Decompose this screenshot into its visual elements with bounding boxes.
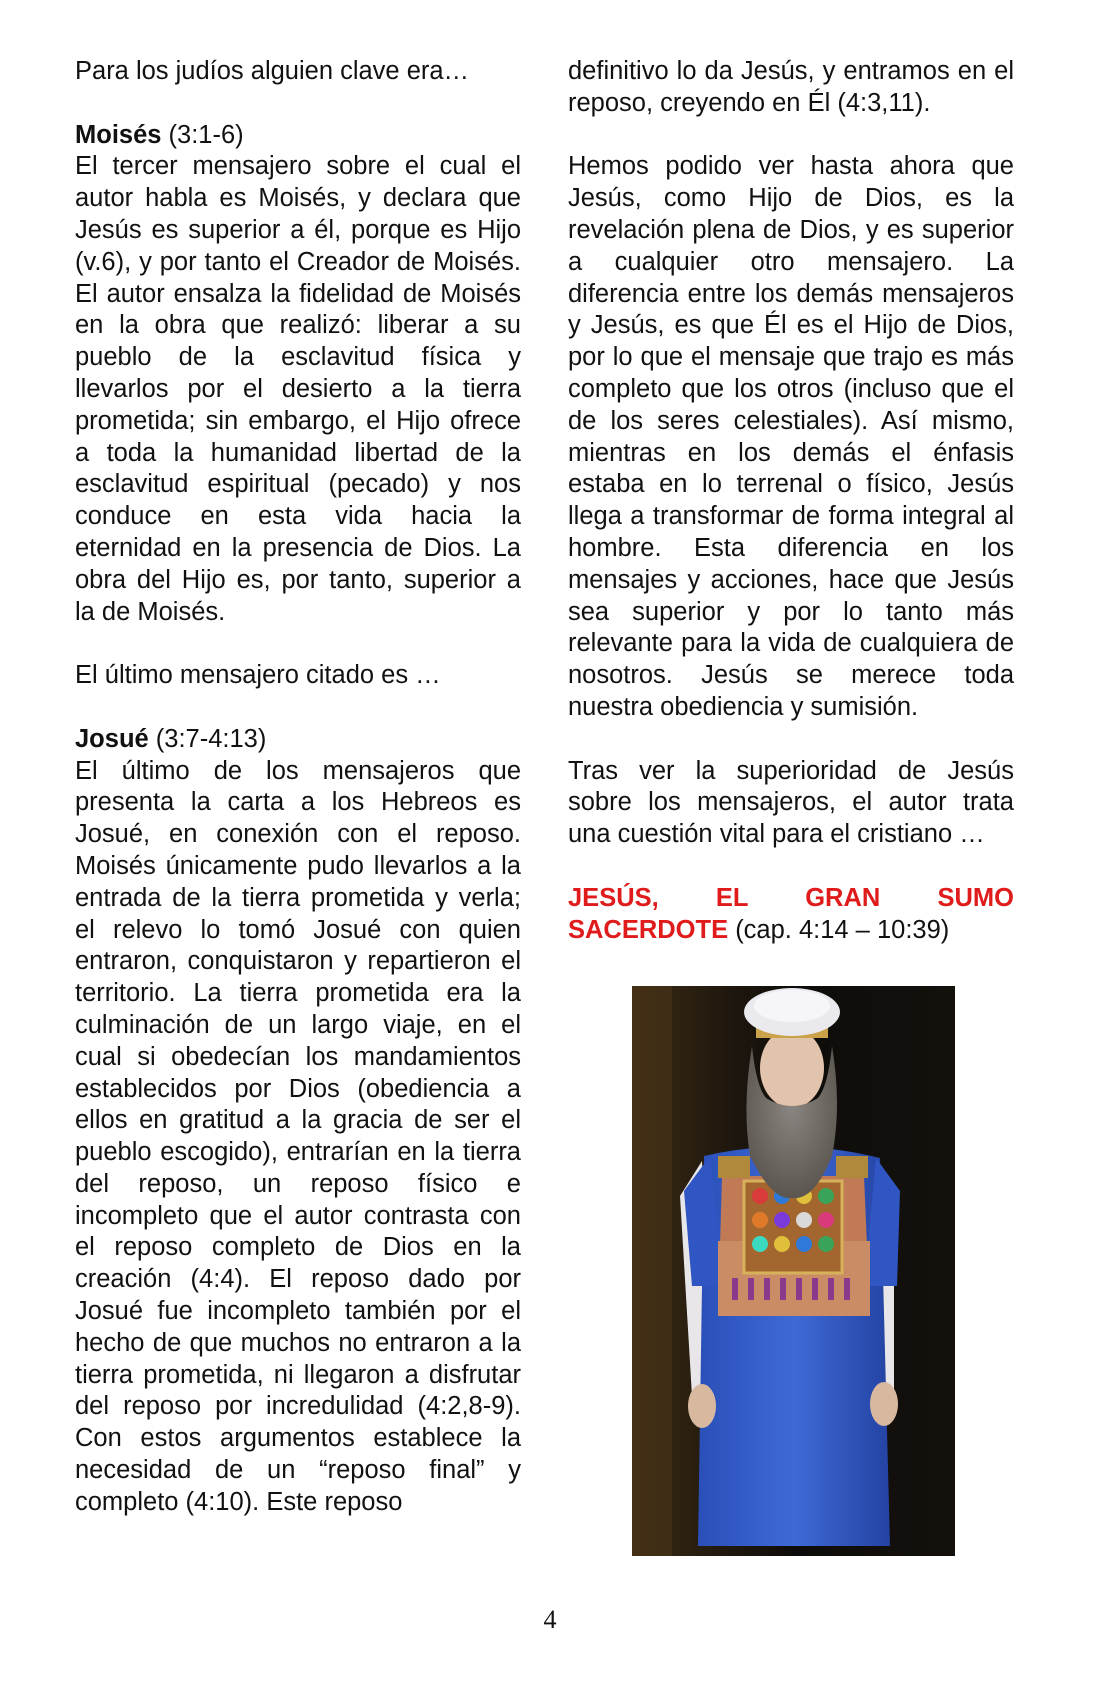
high-priest-photo: [632, 986, 955, 1556]
josue-reference: (3:7-4:13): [148, 724, 267, 753]
page-number: 4: [543, 1605, 557, 1634]
moses-reference: (3:1-6): [161, 120, 244, 149]
moses-name: Moisés: [75, 120, 162, 149]
josue-heading: [75, 724, 521, 756]
moses-paragraph: El tercer mensajero sobre el cual el autor habla es Moisés, y declara que Jesús es superior a él, porque es Hijo (v.6), y por tanto el Creador de Moisés. El autor ensalza la fidelidad de Moisés en la obra que realizó: liberar a su pueblo de la esclavitud física y llevarlos por el desierto a la tierra prometida; sin embargo, el Hijo ofrece a toda la humanidad libertad de la esclavitud espiritual (pecado) y nos conduce en esta vida hacia la eternidad en la presencia de Dios. La obra del Hijo es, por tanto, superior a la de Moisés.: [75, 152, 521, 626]
section-heading-reference: (cap. 4:14 – 10:39): [728, 915, 950, 944]
intro-paragraph: Para los judíos alguien clave era…: [75, 57, 470, 85]
summary-paragraph: Hemos podido ver hasta ahora que Jesús, como Hijo de Dios, es la revelación plena de Dios, y es superior a cualquier otro mensajero. La diferencia entre los demás mensajeros y Jesús, es que Él es el Hijo de Dios, por lo que el mensaje que trajo es más completo que los otros (incluso que el de los seres celestiales). Así mismo, mientras en los demás el énfasis estaba en lo terrenal o físico, Jesús llega a transformar de forma integral al hombre. Esta diferencia en los mensajes y acciones, hace que Jesús sea superior y por lo tanto más relevante para la vida de cualquiera de nosotros. Jesús se merece toda nuestra obediencia y sumisión.: [568, 152, 1014, 721]
section-heading-line1: JESÚS, EL GRAN SUMO: [568, 883, 1014, 912]
right-column: [568, 56, 1014, 946]
section-heading-line2: SACERDOTE: [568, 915, 729, 944]
josue-paragraph: El último de los mensajeros que presenta la carta a los Hebreos es Josué, en conexión con el reposo. Moisés únicamente pudo llevarlos a la entrada de la tierra prometida y verla; el relevo lo tomó Josué con quien entraron, conquistaron y repartieron el territorio. La tierra prometida era la culminación de un largo viaje, en el cual si obedecían los mandamientos establecidos por Dios (obediencia a ellos en gratitud a la gracia de ser el pueblo escogido), entrarían en la tierra del reposo, un reposo físico e incompleto que el autor contrasta con el reposo completo de Dios en la creación (4:4). El reposo dado por Josué fue incompleto también por el hecho de que muchos no entraron a la tierra prometida, ni llegaron a disfrutar del reposo por incredulidad (4:2,8-9). Con estos argumentos establece la necesidad de un “reposo final” y completo (4:10). Este reposo: [75, 756, 521, 1516]
josue-name: Josué: [75, 724, 149, 753]
left-column: [75, 56, 521, 1519]
section-heading: [568, 883, 1014, 947]
transition-paragraph: Tras ver la superioridad de Jesús sobre los mensajeros, el autor trata una cuestión vital para el cristiano …: [568, 756, 1014, 849]
continuation-paragraph: definitivo lo da Jesús, y entramos en el reposo, creyendo en Él (4:3,11).: [568, 57, 1014, 117]
last-messenger-paragraph: El último mensajero citado es …: [75, 661, 441, 690]
moses-heading: [75, 120, 521, 152]
high-priest-illustration: [632, 986, 955, 1556]
